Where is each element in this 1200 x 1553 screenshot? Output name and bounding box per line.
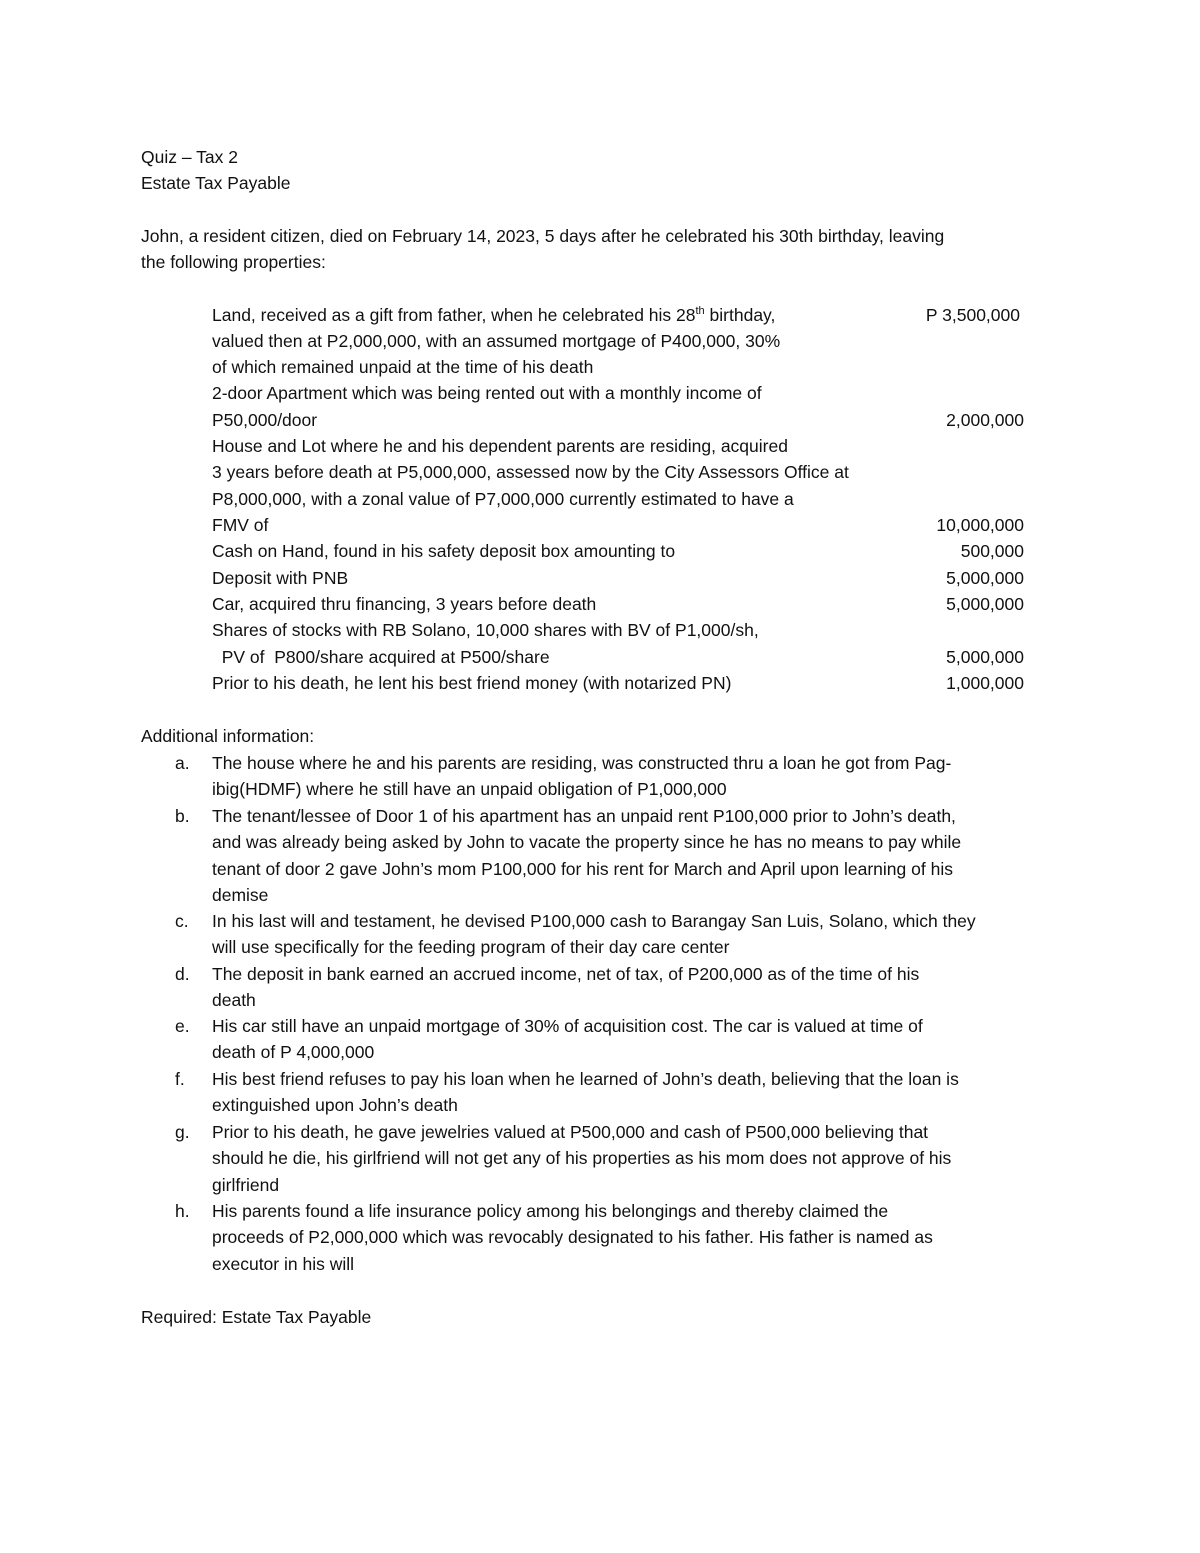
property-deposit-amount: 5,000,000	[946, 568, 1024, 588]
property-house: FMV of 10,000,000	[212, 512, 1024, 538]
document-page: Quiz – Tax 2 Estate Tax Payable John, a resident citizen, died on February 14, 2023, 5 days after he celebrated his 30th birthday, leaving the following properties: Land, received as a gift from father, when he celebrated his 28th birthday, P 3,500,000 valued then at P2,000,000, with an assumed mortgage of P400,000, 30% of which remained unpaid at the time of his death 2-door Apartment which was being rented out with a monthly income of P50,000/door 2,000,000 House and Lot where he and his dependent parents are residing, acquired 3 years before death at P5,000,000, assessed now by the City Assessors Office at P8,000,000, with a zonal value of P7,000,000 currently estimated to have a FMV of 10,000,000 Cash on Hand, found in his safety deposit box amounting to 500,000 Deposit with PNB 5,000,000 Car, acquired thru financing, 3 years before death 5,000,000 Shares of stocks with RB Solano, 10,000 shares with BV of P1,000/sh, PV of P800/share acquired at P500/share 5,000,000 Prior to his death, he lent his best friend money (with notarized PN) 1,000,000 Additional information: a. The house where he and his parents are residing, was constructed thru a loan he got from Pag- ibig(HDMF) where he still have an unpaid obligation of P1,000,000 b. The tenant/lessee of Door 1 of his apartment has an unpaid rent P100,000 prior to John’s death, and was already being asked by John to vacate the property since he has no means to pay while tenant of door 2 gave John’s mom P100,000 for his rent for March and April upon learning of his demise c. In his last will and testament, he devised P100,000 cash to Barangay San Luis, Solano, which they will use specifically for the feeding program of their day care center d. The deposit in bank earned an accrued income, net of tax, of P200,000 as of the time of his death e. His car still have an unpaid mortgage of 30% of acquisition cost. The car is valued at time of death of P 4,000,000 f. His best friend refuses to pay his loan when he learned of John’s death, believing that the loan is extinguished upon John’s death g. Prior to his death, he gave jewelries valued at P500,000 and cash of P500,000 believing that should he die, his girlfriend will not get any of his properties as his mom does not approve of his girlfriend h. His parents found a life insurance policy among his belongings and thereby claimed the proceeds of P2,000,000 which was revocably designated to his father. His father is named as executor in his will Required: Estate Tax Payable	[0, 0, 1200, 1553]
property-land-line-2: valued then at P2,000,000, with an assumed mortgage of P400,000, 30%	[212, 331, 781, 351]
property-cash-amount: 500,000	[960, 541, 1024, 561]
intro-line-2: the following properties:	[141, 252, 326, 272]
property-land-line-3: of which remained unpaid at the time of his death	[212, 357, 594, 377]
required-line: Required: Estate Tax Payable	[141, 1307, 372, 1327]
property-land-amount: P 3,500,000	[925, 305, 1020, 325]
property-shares: PV of P800/share acquired at P500/share 5,000,000	[212, 644, 1024, 670]
property-shares-amount: 5,000,000	[946, 647, 1024, 667]
property-car-amount: 5,000,000	[946, 594, 1024, 614]
property-apartment: P50,000/door 2,000,000	[212, 407, 1024, 433]
property-cash: Cash on Hand, found in his safety deposit box amounting to 500,000	[212, 538, 1024, 564]
property-shares-line-1: Shares of stocks with RB Solano, 10,000 shares with BV of P1,000/sh,	[212, 620, 759, 640]
property-apartment-line-1: 2-door Apartment which was being rented out with a monthly income of	[212, 383, 762, 403]
property-house-line-2: 3 years before death at P5,000,000, assessed now by the City Assessors Office at	[212, 462, 849, 482]
quiz-title: Quiz – Tax 2	[141, 147, 238, 167]
property-land	[212, 302, 1024, 328]
property-house-line-3: P8,000,000, with a zonal value of P7,000,000 currently estimated to have a	[212, 489, 794, 509]
intro-line-1: John, a resident citizen, died on February 14, 2023, 5 days after he celebrated his 30th birthday, leaving	[141, 226, 945, 246]
property-deposit: Deposit with PNB 5,000,000	[212, 565, 1024, 591]
additional-heading: Additional information:	[141, 726, 315, 746]
property-land-line-1: Land, received as a gift from father, when he celebrated his 28th birthday,	[212, 305, 776, 325]
property-car: Car, acquired thru financing, 3 years before death 5,000,000	[212, 591, 1024, 617]
property-house-line-1: House and Lot where he and his dependent parents are residing, acquired	[212, 436, 788, 456]
quiz-subtitle: Estate Tax Payable	[141, 173, 291, 193]
property-house-amount: 10,000,000	[936, 515, 1024, 535]
property-apartment-amount: 2,000,000	[946, 410, 1024, 430]
property-loan-amount: 1,000,000	[946, 673, 1024, 693]
property-loan: Prior to his death, he lent his best friend money (with notarized PN) 1,000,000	[212, 670, 1024, 696]
